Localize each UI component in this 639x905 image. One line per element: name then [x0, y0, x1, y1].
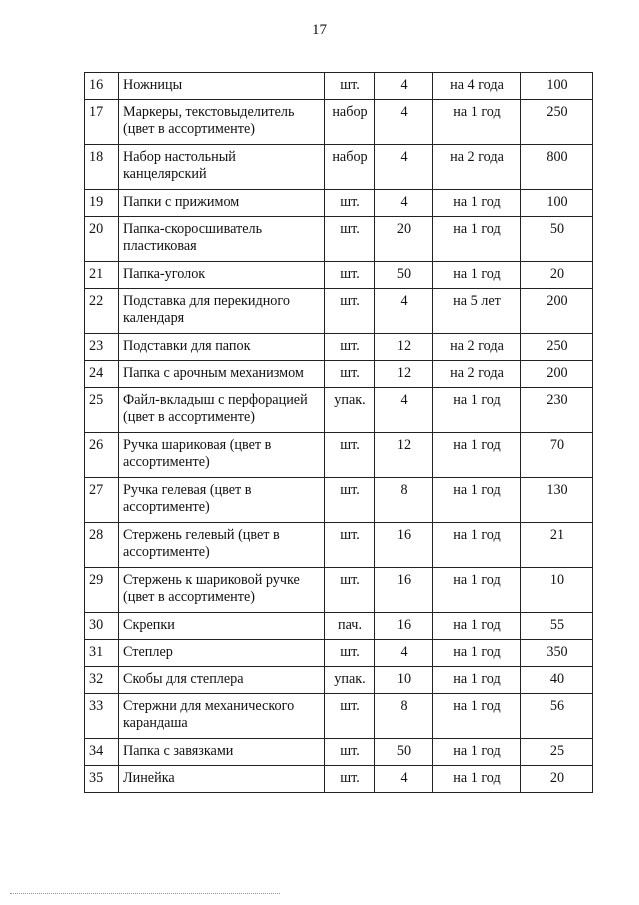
table-row [85, 523, 593, 568]
usage-term-cell: на 1 год [433, 217, 521, 262]
row-number-cell: 25 [85, 388, 119, 433]
unit-cell: шт. [325, 568, 375, 613]
row-number-cell: 33 [85, 694, 119, 739]
table-row [85, 640, 593, 667]
quantity-cell: 8 [375, 694, 433, 739]
unit-cell: шт. [325, 523, 375, 568]
quantity-cell: 4 [375, 145, 433, 190]
quantity-cell: 4 [375, 289, 433, 334]
price-cell: 70 [521, 433, 593, 478]
row-number-cell: 17 [85, 100, 119, 145]
table-row [85, 667, 593, 694]
page-number: 17 [312, 22, 327, 38]
row-number-cell: 20 [85, 217, 119, 262]
row-number-cell: 32 [85, 667, 119, 694]
usage-term-cell: на 1 год [433, 190, 521, 217]
item-name-cell: Линейка [119, 766, 325, 793]
unit-cell: шт. [325, 190, 375, 217]
usage-term-cell: на 1 год [433, 568, 521, 613]
usage-term-cell: на 1 год [433, 388, 521, 433]
table-row [85, 433, 593, 478]
row-number-cell: 27 [85, 478, 119, 523]
usage-term-cell: на 1 год [433, 694, 521, 739]
price-cell: 200 [521, 361, 593, 388]
price-cell: 200 [521, 289, 593, 334]
unit-cell: шт. [325, 334, 375, 361]
price-cell: 100 [521, 190, 593, 217]
quantity-cell: 16 [375, 523, 433, 568]
quantity-cell: 16 [375, 568, 433, 613]
quantity-cell: 20 [375, 217, 433, 262]
item-name-cell: Скрепки [119, 613, 325, 640]
unit-cell: упак. [325, 667, 375, 694]
footer-divider [10, 893, 280, 894]
unit-cell: шт. [325, 478, 375, 523]
quantity-cell: 12 [375, 361, 433, 388]
unit-cell: шт. [325, 217, 375, 262]
row-number-cell: 22 [85, 289, 119, 334]
table-row [85, 289, 593, 334]
price-cell: 20 [521, 766, 593, 793]
table-row [85, 388, 593, 433]
price-cell: 21 [521, 523, 593, 568]
table-row [85, 478, 593, 523]
price-cell: 10 [521, 568, 593, 613]
item-name-cell: Папка с завязками [119, 739, 325, 766]
usage-term-cell: на 1 год [433, 613, 521, 640]
price-cell: 50 [521, 217, 593, 262]
row-number-cell: 23 [85, 334, 119, 361]
item-name-cell: Ручка гелевая (цвет в ассортименте) [119, 478, 325, 523]
item-name-cell: Ножницы [119, 73, 325, 100]
quantity-cell: 12 [375, 334, 433, 361]
table-row [85, 73, 593, 100]
usage-term-cell: на 2 года [433, 334, 521, 361]
usage-term-cell: на 2 года [433, 361, 521, 388]
item-name-cell: Стержень к шариковой ручке (цвет в ассортименте) [119, 568, 325, 613]
usage-term-cell: на 1 год [433, 766, 521, 793]
usage-term-cell: на 1 год [433, 523, 521, 568]
usage-term-cell: на 1 год [433, 262, 521, 289]
item-name-cell: Стержни для механического карандаша [119, 694, 325, 739]
item-name-cell: Папки с прижимом [119, 190, 325, 217]
quantity-cell: 10 [375, 667, 433, 694]
table-row [85, 613, 593, 640]
item-name-cell: Папка-уголок [119, 262, 325, 289]
item-name-cell: Степлер [119, 640, 325, 667]
quantity-cell: 50 [375, 739, 433, 766]
quantity-cell: 4 [375, 100, 433, 145]
table-row [85, 190, 593, 217]
table-row [85, 100, 593, 145]
table-row [85, 739, 593, 766]
unit-cell: шт. [325, 289, 375, 334]
table-row [85, 568, 593, 613]
unit-cell: шт. [325, 739, 375, 766]
row-number-cell: 18 [85, 145, 119, 190]
quantity-cell: 16 [375, 613, 433, 640]
usage-term-cell: на 4 года [433, 73, 521, 100]
row-number-cell: 16 [85, 73, 119, 100]
unit-cell: шт. [325, 262, 375, 289]
price-cell: 350 [521, 640, 593, 667]
table-row [85, 262, 593, 289]
table-row [85, 217, 593, 262]
row-number-cell: 19 [85, 190, 119, 217]
supplies-table-body [85, 73, 593, 793]
item-name-cell: Файл-вкладыш с перфорацией (цвет в ассортименте) [119, 388, 325, 433]
unit-cell: шт. [325, 361, 375, 388]
price-cell: 100 [521, 73, 593, 100]
quantity-cell: 4 [375, 388, 433, 433]
item-name-cell: Подставка для перекидного календаря [119, 289, 325, 334]
quantity-cell: 4 [375, 73, 433, 100]
table-row [85, 694, 593, 739]
price-cell: 55 [521, 613, 593, 640]
unit-cell: пач. [325, 613, 375, 640]
item-name-cell: Подставки для папок [119, 334, 325, 361]
table-row [85, 361, 593, 388]
price-cell: 56 [521, 694, 593, 739]
table-row [85, 766, 593, 793]
price-cell: 25 [521, 739, 593, 766]
price-cell: 230 [521, 388, 593, 433]
item-name-cell: Набор настольный канцелярский [119, 145, 325, 190]
row-number-cell: 26 [85, 433, 119, 478]
table-row [85, 145, 593, 190]
row-number-cell: 31 [85, 640, 119, 667]
unit-cell: шт. [325, 694, 375, 739]
price-cell: 130 [521, 478, 593, 523]
unit-cell: набор [325, 145, 375, 190]
unit-cell: шт. [325, 73, 375, 100]
usage-term-cell: на 1 год [433, 640, 521, 667]
unit-cell: упак. [325, 388, 375, 433]
quantity-cell: 4 [375, 190, 433, 217]
item-name-cell: Скобы для степлера [119, 667, 325, 694]
row-number-cell: 30 [85, 613, 119, 640]
row-number-cell: 34 [85, 739, 119, 766]
supplies-table [84, 72, 593, 793]
quantity-cell: 4 [375, 640, 433, 667]
price-cell: 250 [521, 100, 593, 145]
price-cell: 40 [521, 667, 593, 694]
row-number-cell: 35 [85, 766, 119, 793]
unit-cell: набор [325, 100, 375, 145]
quantity-cell: 50 [375, 262, 433, 289]
price-cell: 800 [521, 145, 593, 190]
unit-cell: шт. [325, 766, 375, 793]
usage-term-cell: на 1 год [433, 100, 521, 145]
usage-term-cell: на 2 года [433, 145, 521, 190]
item-name-cell: Ручка шариковая (цвет в ассортименте) [119, 433, 325, 478]
row-number-cell: 29 [85, 568, 119, 613]
usage-term-cell: на 1 год [433, 433, 521, 478]
price-cell: 20 [521, 262, 593, 289]
usage-term-cell: на 1 год [433, 739, 521, 766]
row-number-cell: 28 [85, 523, 119, 568]
unit-cell: шт. [325, 433, 375, 478]
quantity-cell: 8 [375, 478, 433, 523]
price-cell: 250 [521, 334, 593, 361]
table-row [85, 334, 593, 361]
item-name-cell: Папка с арочным механизмом [119, 361, 325, 388]
unit-cell: шт. [325, 640, 375, 667]
row-number-cell: 24 [85, 361, 119, 388]
row-number-cell: 21 [85, 262, 119, 289]
quantity-cell: 12 [375, 433, 433, 478]
usage-term-cell: на 1 год [433, 667, 521, 694]
item-name-cell: Папка-скоросшиватель пластиковая [119, 217, 325, 262]
item-name-cell: Маркеры, текстовыделитель (цвет в ассортименте) [119, 100, 325, 145]
quantity-cell: 4 [375, 766, 433, 793]
item-name-cell: Стержень гелевый (цвет в ассортименте) [119, 523, 325, 568]
usage-term-cell: на 5 лет [433, 289, 521, 334]
usage-term-cell: на 1 год [433, 478, 521, 523]
